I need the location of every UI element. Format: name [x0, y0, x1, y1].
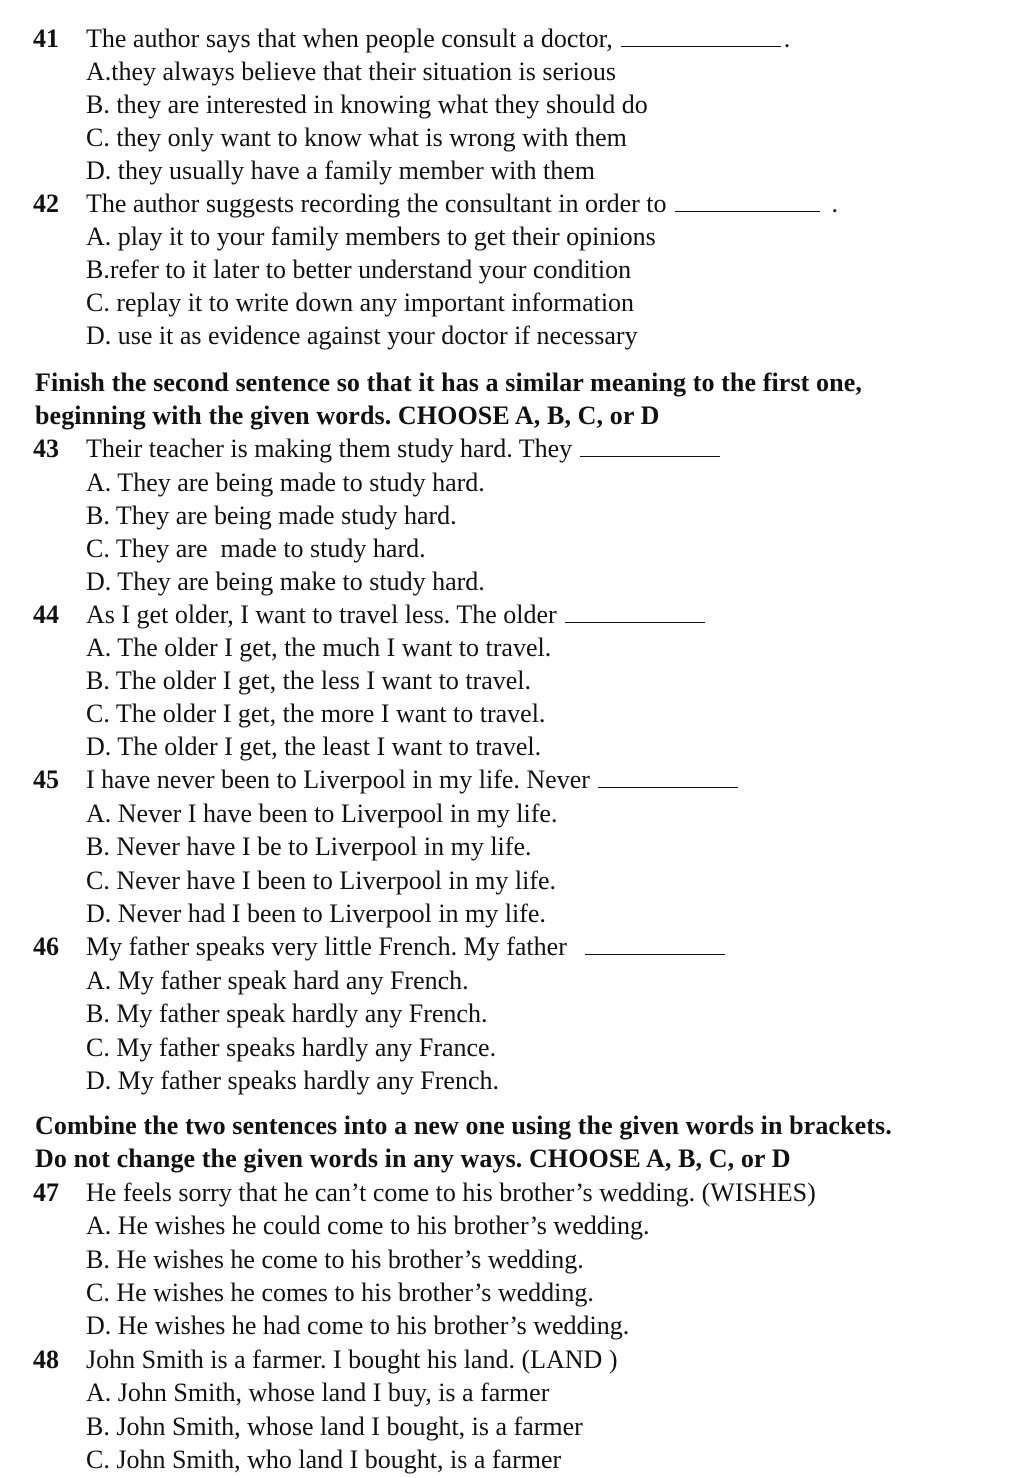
question-text: Their teacher is making them study hard. They [86, 434, 573, 463]
option-text: C. replay it to write down any important information [86, 288, 635, 317]
option-text: C. He wishes he comes to his brother’s wedding. [86, 1278, 594, 1307]
answer-blank [580, 436, 720, 457]
question-text: John Smith is a farmer. I bought his land. (LAND ) [86, 1345, 618, 1374]
option-text: B. The older I get, the less I want to travel. [86, 666, 532, 695]
option-text: A. John Smith, whose land I buy, is a farmer [86, 1378, 550, 1407]
option-text: C. they only want to know what is wrong with them [86, 123, 627, 152]
question-text: My father speaks very little French. My father [86, 932, 567, 961]
question-number: 48 [33, 1345, 59, 1374]
instruction-text: Combine the two sentences into a new one using the given words in brackets. [35, 1111, 892, 1140]
option-text: A. He wishes he could come to his brother’s wedding. [86, 1211, 650, 1240]
option-text: B. He wishes he come to his brother’s wedding. [86, 1245, 584, 1274]
option-text: C. John Smith, who land I bought, is a farmer [86, 1445, 562, 1474]
question-number: 45 [33, 765, 59, 794]
option-text: D. They are being make to study hard. [86, 567, 485, 596]
answer-blank [565, 602, 705, 623]
question-number: 43 [33, 434, 59, 463]
option-text: C. Never have I been to Liverpool in my life. [86, 866, 557, 895]
question-end: . [831, 189, 839, 218]
answer-blank [585, 934, 725, 955]
option-text: A. Never I have been to Liverpool in my life. [86, 799, 558, 828]
option-text: D. The older I get, the least I want to travel. [86, 732, 542, 761]
option-text: B. They are being made study hard. [86, 501, 457, 530]
question-number: 42 [33, 189, 59, 218]
question-number: 41 [33, 24, 59, 53]
instruction-text: beginning with the given words. CHOOSE A, B, C, or D [35, 401, 660, 430]
option-text: C. My father speaks hardly any France. [86, 1033, 497, 1062]
question-number: 44 [33, 600, 59, 629]
option-text: D. He wishes he had come to his brother’s wedding. [86, 1311, 630, 1340]
option-text: C. The older I get, the more I want to travel. [86, 699, 546, 728]
option-text: C. They are made to study hard. [86, 534, 426, 563]
question-end: . [783, 24, 791, 53]
option-text: A. They are being made to study hard. [86, 468, 485, 497]
question-text: He feels sorry that he can’t come to his brother’s wedding. (WISHES) [86, 1178, 816, 1207]
option-text: A. play it to your family members to get their opinions [86, 222, 656, 251]
option-text: D. Never had I been to Liverpool in my life. [86, 899, 546, 928]
answer-blank [621, 26, 781, 47]
option-text: D. they usually have a family member with them [86, 156, 596, 185]
question-text: The author suggests recording the consultant in order to [86, 189, 667, 218]
question-text: I have never been to Liverpool in my life. Never [86, 765, 590, 794]
answer-blank [598, 767, 738, 788]
question-text: The author says that when people consult a doctor, [86, 24, 613, 53]
question-number: 47 [33, 1178, 59, 1207]
instruction-text: Finish the second sentence so that it has a similar meaning to the first one, [35, 368, 862, 397]
option-text: D. use it as evidence against your doctor if necessary [86, 321, 638, 350]
option-text: B. John Smith, whose land I bought, is a farmer [86, 1412, 583, 1441]
option-text: B. they are interested in knowing what they should do [86, 90, 648, 119]
question-number: 46 [33, 932, 59, 961]
option-text: B.refer to it later to better understand your condition [86, 255, 632, 284]
option-text: A.they always believe that their situation is serious [86, 57, 616, 86]
option-text: A. The older I get, the much I want to travel. [86, 633, 552, 662]
option-text: A. My father speak hard any French. [86, 966, 469, 995]
option-text: D. My father speaks hardly any French. [86, 1066, 499, 1095]
answer-blank [675, 191, 820, 212]
option-text: B. Never have I be to Liverpool in my life. [86, 832, 532, 861]
instruction-text: Do not change the given words in any ways. CHOOSE A, B, C, or D [35, 1144, 791, 1173]
option-text: B. My father speak hardly any French. [86, 999, 488, 1028]
question-text: As I get older, I want to travel less. The older [86, 600, 557, 629]
